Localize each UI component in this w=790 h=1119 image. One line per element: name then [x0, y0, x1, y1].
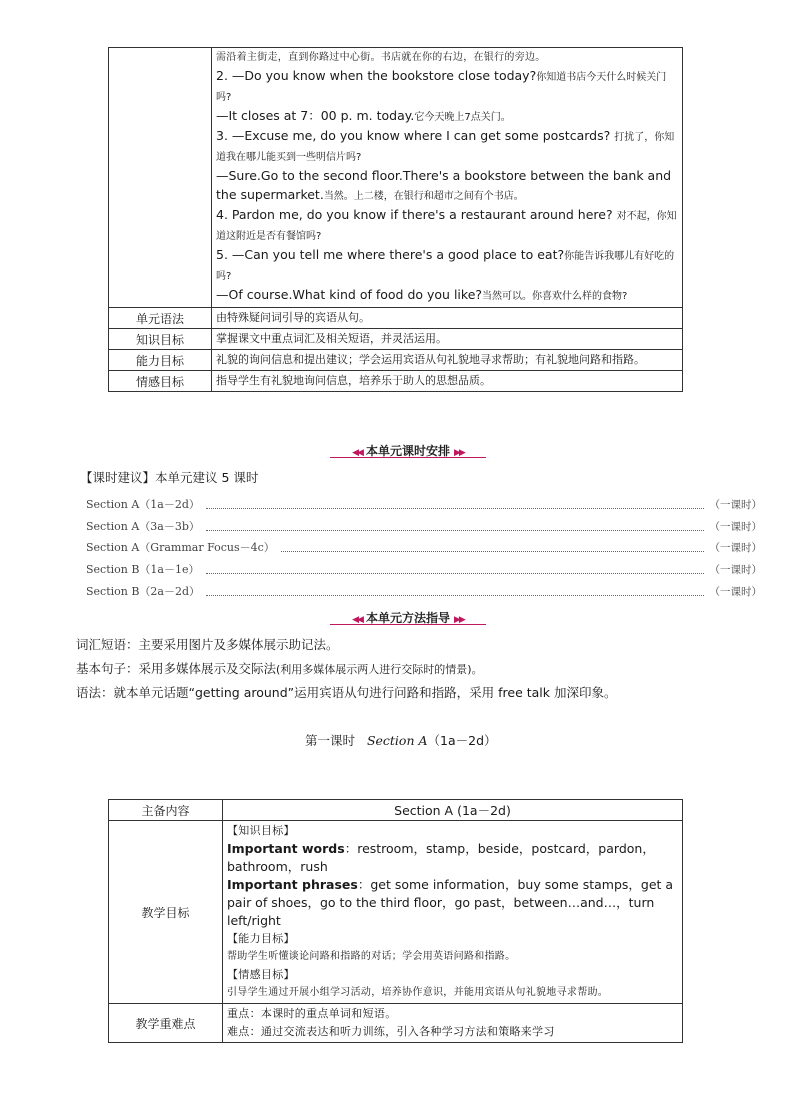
important-phrases: Important phrases：get some information，buy some stamps，get a pair of shoes，go to the third floor，go past，between…and…，turn left/right — [227, 877, 674, 928]
key-points-row — [109, 1004, 683, 1043]
dialog-item-2-answer: —It closes at 7：00 p. m. today.它今天晚上7点关门。 — [216, 108, 511, 123]
schedule-item: Section A（3a－3b） （一课时） — [86, 520, 762, 533]
dialog-item-3-answer: —Sure.Go to the second floor.There's a bookstore between the bank and the supermarket.当然。上二楼，在银行和超市之间有个书店。 — [216, 168, 672, 202]
goal-value: 指导学生有礼貌地询问信息，培养乐于助人的思想品质。 — [212, 371, 683, 392]
dialog-item-2: 2. —Do you know when the bookstore close today?你知道书店今天什么时候关门吗? — [216, 68, 667, 103]
goal-row-ability — [109, 350, 683, 371]
method-sentence: 基本句子：采用多媒体展示及交际法(利用多媒体展示两人进行交际时的情景)。 — [76, 661, 483, 676]
dot-leader — [206, 522, 704, 531]
dot-leader — [206, 565, 704, 574]
dialog-line-1: 需沿着主街走，直到你路过中心街。书店就在你的右边，在银行的旁边。 — [216, 52, 546, 63]
schedule-item: Section B（2a－2d） （一课时） — [86, 585, 762, 598]
header-label: 主备内容 — [109, 800, 223, 821]
dot-leader — [281, 543, 704, 552]
arrow-left-icon: ◀◀ — [352, 615, 362, 625]
arrow-left-icon: ◀◀ — [352, 448, 362, 458]
goal-label: 单元语法 — [109, 308, 212, 329]
arrow-right-icon: ▶▶ — [454, 615, 464, 625]
difficult-point: 难点：通过交流表达和听力训练，引入各种学习方法和策略来学习 — [227, 1025, 555, 1038]
important-words: Important words：restroom，stamp，beside，postcard，pardon，bathroom，rush — [227, 841, 655, 874]
goal-row-knowledge — [109, 329, 683, 350]
goal-label: 情感目标 — [109, 371, 212, 392]
method-grammar: 语法：就本单元话题“getting around”运用宾语从句进行问路和指路，采用 free talk 加深印象。 — [76, 685, 617, 700]
method-vocab: 词汇短语：主要采用图片及多媒体展示助记法。 — [76, 637, 339, 652]
goal-value: 由特殊疑问词引导的宾语从句。 — [212, 308, 683, 329]
key-points-label: 教学重难点 — [109, 1004, 223, 1043]
goal-label: 知识目标 — [109, 329, 212, 350]
method-heading: ◀◀ 本单元方法指导 ▶▶ — [330, 609, 486, 625]
goals-cell — [223, 821, 683, 1004]
dialog-item-5: 5. —Can you tell me where there's a good place to eat?你能告诉我哪儿有好吃的吗? — [216, 247, 675, 282]
goal-row-emotion — [109, 371, 683, 392]
period-recommendation: 【课时建议】本单元建议 5 课时 — [80, 470, 259, 485]
goal-label: 能力目标 — [109, 350, 212, 371]
schedule-item: Section A（Grammar Focus－4c） （一课时） — [86, 541, 762, 554]
emotion-text: 引导学生通过开展小组学习活动，培养协作意识，并能用宾语从句礼貌地寻求帮助。 — [227, 987, 609, 998]
arrow-right-icon: ▶▶ — [454, 448, 464, 458]
goal-value: 礼貌的询问信息和提出建议；学会运用宾语从句礼貌地寻求帮助；有礼貌地问路和指路。 — [212, 350, 683, 371]
unit-overview-table — [108, 47, 683, 392]
ability-title: 【能力目标】 — [227, 932, 295, 945]
dialog-row — [109, 48, 683, 308]
header-row — [109, 800, 683, 821]
lesson-plan-table — [108, 799, 683, 1043]
dialog-cell — [212, 48, 683, 308]
dialog-item-4: 4. Pardon me, do you know if there's a restaurant around here? 对不起，你知道这附近是否有餐馆吗? — [216, 207, 677, 242]
dialog-label-cell — [109, 48, 212, 308]
knowledge-title: 【知识目标】 — [227, 824, 295, 837]
schedule-heading: ◀◀ 本单元课时安排 ▶▶ — [330, 442, 486, 458]
key-point: 重点：本课时的重点单词和短语。 — [227, 1007, 397, 1020]
goal-row-grammar — [109, 308, 683, 329]
key-points-cell — [223, 1004, 683, 1043]
dot-leader — [206, 500, 704, 509]
lesson-title: 第一课时 Section A（1a－2d） — [305, 733, 497, 748]
dot-leader — [206, 587, 703, 596]
schedule-item: Section B（1a－1e） （一课时） — [86, 563, 762, 576]
ability-text: 帮助学生听懂谈论问路和指路的对话；学会用英语问路和指路。 — [227, 951, 516, 962]
dialog-item-3: 3. —Excuse me, do you know where I can get some postcards? 打扰了，你知道我在哪儿能买到一些明信片吗? — [216, 128, 675, 163]
goals-row — [109, 821, 683, 1004]
goals-label: 教学目标 — [109, 821, 223, 1004]
schedule-item: Section A（1a－2d） （一课时） — [86, 498, 762, 511]
header-value: Section A (1a－2d) — [223, 800, 683, 821]
dialog-item-5-answer: —Of course.What kind of food do you like?当然可以。你喜欢什么样的食物? — [216, 287, 628, 302]
goal-value: 掌握课文中重点词汇及相关短语，并灵活运用。 — [212, 329, 683, 350]
emotion-title: 【情感目标】 — [227, 968, 295, 981]
